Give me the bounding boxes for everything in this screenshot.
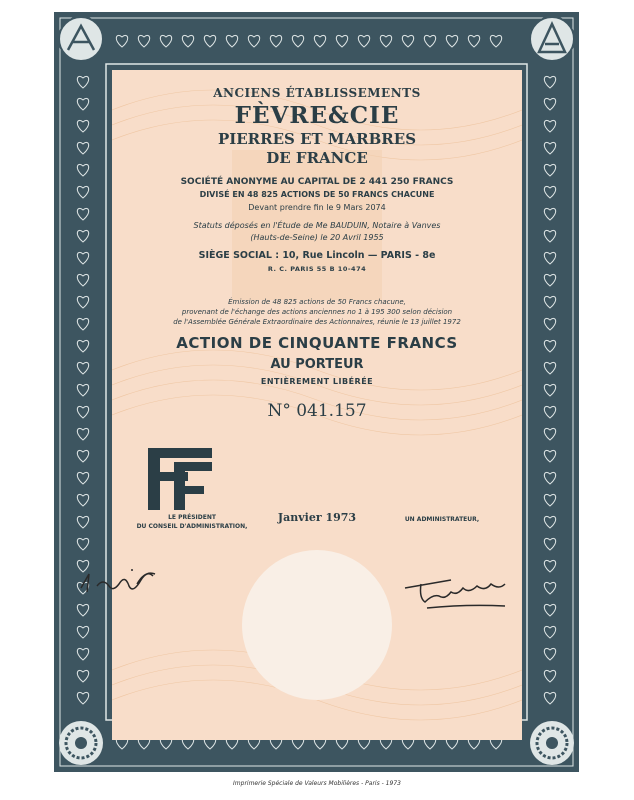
- administrator-signature: [397, 570, 537, 620]
- heading-pierres-marbres: PIERRES ET MARBRES: [217, 130, 417, 148]
- administrator-title: UN ADMINISTRATEUR,: [404, 516, 480, 523]
- issue-date: Janvier 1973: [277, 511, 357, 524]
- corner-rosette-bottom-right: [527, 718, 577, 768]
- president-signature: [67, 548, 187, 618]
- company-logo: [148, 448, 212, 510]
- registered-office: SIÈGE SOCIAL : 10, Rue Lincoln — PARIS - 8e: [198, 250, 436, 261]
- trade-register: R. C. PARIS 55 B 10-474: [267, 265, 367, 273]
- printer-footer: Imprimerie Spéciale de Valeurs Mobilières - Paris - 1973: [233, 780, 401, 787]
- capital-line: SOCIÉTÉ ANONYME AU CAPITAL DE 2 441 250 FRANCS: [180, 177, 454, 187]
- term-line: Devant prendre fin le 9 Mars 2074: [248, 203, 386, 212]
- heading-former-establishments: ANCIENS ÉTABLISSEMENTS: [213, 86, 421, 100]
- corner-rosette-bottom-left: [56, 718, 106, 768]
- emission-line-1: Émission de 48 825 actions de 50 Francs chacune,: [228, 298, 406, 306]
- heading-de-france: DE FRANCE: [266, 149, 368, 167]
- president-title: LE PRÉSIDENT: [168, 514, 216, 521]
- emission-line-3: de l'Assemblée Générale Extraordinaire des Actionnaires, réunie le 13 juillet 1972: [173, 318, 461, 326]
- shares-line: DIVISÉ EN 48 825 ACTIONS DE 50 FRANCS CHACUNE: [199, 190, 435, 199]
- certificate-body: [112, 70, 522, 740]
- statuts-line-1: Statuts déposés en l'Étude de Me BAUDUIN, Notaire à Vanves: [193, 221, 441, 230]
- bearer-label: AU PORTEUR: [270, 357, 364, 372]
- company-name: FÈVRE&CIE: [234, 102, 400, 129]
- share-title: ACTION DE CINQUANTE FRANCS: [176, 334, 458, 352]
- emission-line-2: provenant de l'échange des actions anciennes no 1 à 195 300 selon décision: [181, 308, 453, 316]
- certificate-sheet: [54, 12, 579, 772]
- corner-emblem-top-right: [527, 14, 577, 64]
- fully-paid-label: ENTIÈREMENT LIBÉRÉE: [260, 377, 374, 386]
- board-title: DU CONSEIL D'ADMINISTRATION,: [136, 523, 248, 530]
- corner-emblem-top-left: [56, 14, 106, 64]
- certificate-number: N° 041.157: [267, 401, 367, 421]
- statuts-line-2: (Hauts-de-Seine) le 20 Avril 1955: [250, 233, 384, 242]
